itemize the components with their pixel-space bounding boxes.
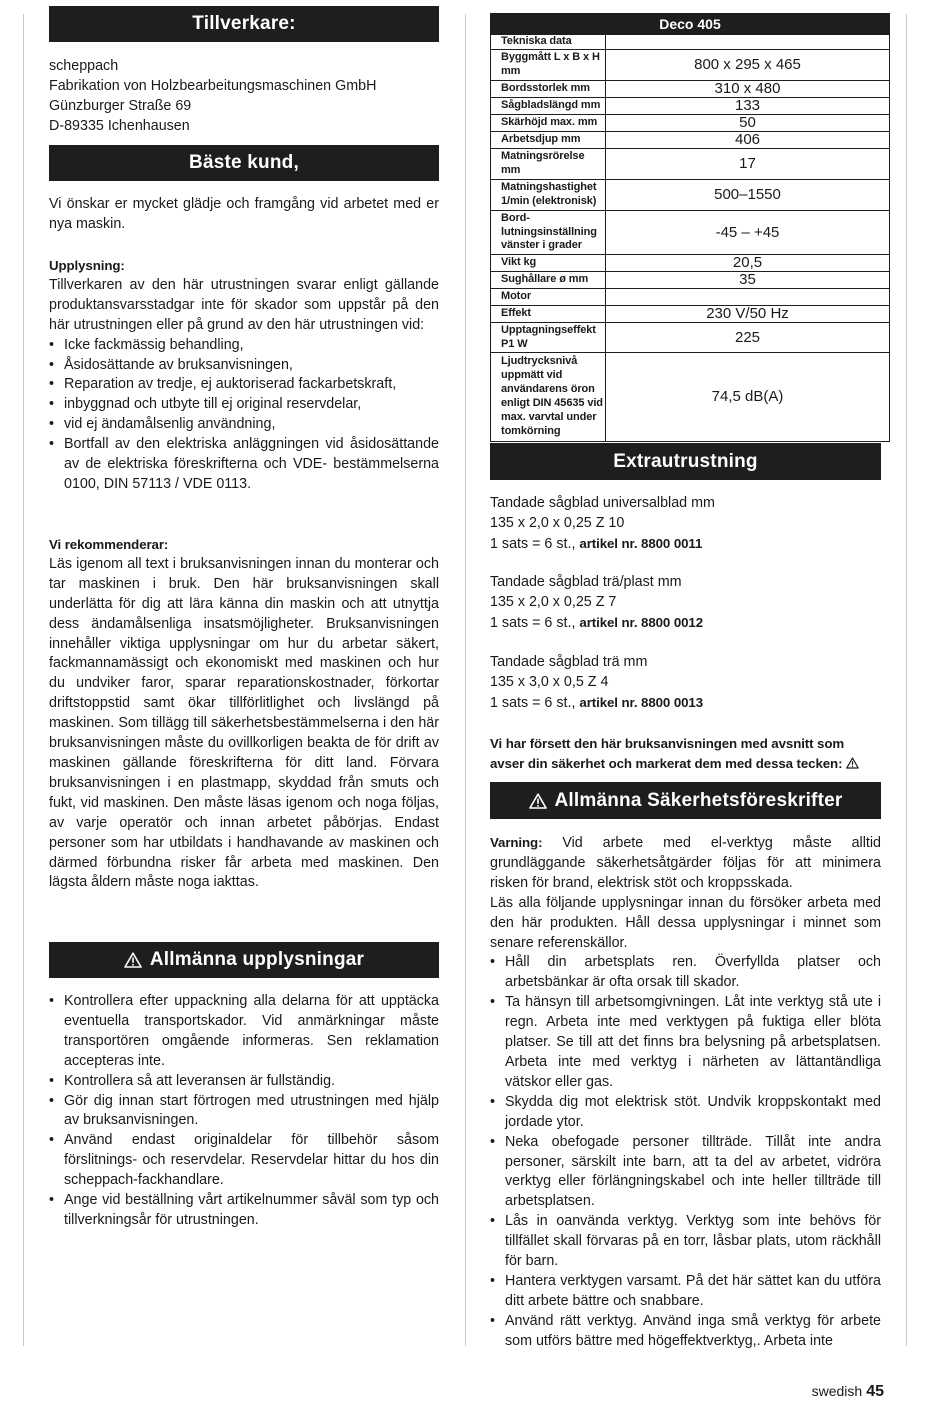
spec-value: 800 x 295 x 465 xyxy=(694,56,801,74)
greeting-paragraph: Vi önskar er mycket glädje och framgång vid arbetet med er nya maskin. xyxy=(49,196,439,232)
extras-item-name: Tandade sågblad trä/plast mm xyxy=(490,574,682,590)
spec-value: 225 xyxy=(734,328,761,346)
spec-row xyxy=(491,131,889,148)
spec-label: Bord-lutningsinställning vänster i grader xyxy=(491,211,606,254)
liability-list xyxy=(49,336,439,495)
information-paragraph: Tillverkaren av den här utrustningen svarar enligt gällande produktansvarsstadgar inte för skador som uppstår på den här utrustningen eller på grund av den här utrustningen vid: xyxy=(49,276,439,333)
right-margin-rule xyxy=(906,14,907,1346)
column-divider-rule xyxy=(465,14,466,1346)
extras-set-text: 1 sats = 6 st., xyxy=(490,535,576,552)
extras-article-number: artikel nr. 8800 0012 xyxy=(579,614,703,630)
information-title: Upplysning: xyxy=(49,258,125,273)
warning-triangle-icon xyxy=(124,952,142,968)
list-item: • Bortfall av den elektriska anläggningen vid åsidosättande av de elektriska föreskrifterna och VDE- bestämmelserna 0100, DIN 57113 / VDE 0113. xyxy=(49,435,439,495)
warning-triangle-icon xyxy=(846,757,859,769)
warning-paragraph xyxy=(490,833,881,894)
spec-label: Tekniska data xyxy=(491,35,606,49)
safety-heading-text: Allmänna Säkerhetsföreskrifter xyxy=(554,789,843,811)
warning-triangle-icon xyxy=(529,793,547,809)
spec-label: Sughållare ø mm xyxy=(491,272,606,288)
general-info-heading xyxy=(49,942,439,978)
extras-item-dims: 135 x 2,0 x 0,25 Z 7 xyxy=(490,593,617,610)
page-number: 45 xyxy=(866,1383,884,1400)
spec-label: Matningsrörelse mm xyxy=(491,149,606,179)
spec-value: -45 – +45 xyxy=(715,223,780,241)
manufacturer-heading xyxy=(49,6,439,42)
read-paragraph: Läs alla följande upplysningar innan du försöker arbeta med den här produkten. Håll dessa upplysningar i minnet som senare referenskällor. xyxy=(490,894,881,951)
spec-label: Sågbladslängd mm xyxy=(491,98,606,114)
spec-row xyxy=(491,49,889,80)
list-item: • Ange vid beställning vårt artikelnummer såväl som typ och tillverkningsår för utrustningen. xyxy=(49,1191,439,1231)
spec-value: 17 xyxy=(739,155,756,173)
extras-item-name: Tandade sågblad trä mm xyxy=(490,654,648,670)
spec-row xyxy=(491,322,889,352)
spec-value: 20,5 xyxy=(732,254,763,272)
safety-note xyxy=(490,734,881,774)
spec-value: 500–1550 xyxy=(714,186,781,204)
safety-list xyxy=(490,953,881,1351)
spec-label: Vikt kg xyxy=(491,255,606,271)
spec-row xyxy=(491,179,889,210)
extras-item-dims: 135 x 2,0 x 0,25 Z 10 xyxy=(490,514,625,531)
list-item: • Skydda dig mot elektrisk stöt. Undvik kroppskontakt med jordade ytor. xyxy=(490,1093,881,1133)
spec-row xyxy=(491,305,889,322)
spec-label: Upptagningseffekt P1 W xyxy=(491,323,606,352)
spec-row xyxy=(491,148,889,179)
spec-label: Arbetsdjup mm xyxy=(491,132,606,148)
recommendation-paragraph: Läs igenom all text i bruksanvisningen innan du monterar och tar maskinen i bruk. Den här bruksanvisningen skall underlätta för dig att lära känna din maskin och att utnyttja dess ändamålsenliga insatsmöjligheter. Bruksanvisningen innehåller viktiga upplysningar om hur du arbetar säkert, fackmannamässigt och ekonomiskt med maskinen och hur du undviker faror, sparar reparationskostnader, förkortar driftstoppstid samt ökar tillförlitlighet och livslängd på maskinen. Som tillägg till säkerhetsbestämmelserna i den här bruksanvisningen måste du ovillkorligen beakta de för drift av maskinen gällande föreskrifterna för ditt land. Förvara bruksanvisningen i en plastmapp, skyddad från smuts och fukt, vid maskinen. Den måste läsas igenom och noga följas, av varje operatör och innan arbetet påbörjas. Endast personer som har utbildats i handhavande av maskinen och därmed förbundna risker får arbeta med maskinen. Den lägsta åldern måste noga iakttas. xyxy=(49,555,439,891)
list-item: • Håll din arbetsplats ren. Överfyllda platser och arbetsbänkar är ofta orsak till skador. xyxy=(490,953,881,993)
spec-value: 74,5 dB(A) xyxy=(711,388,784,406)
spec-label: Matningshastighet 1/min (elektronisk) xyxy=(491,180,606,210)
spec-label: Skärhöjd max. mm xyxy=(491,115,606,131)
spec-value: 50 xyxy=(739,114,756,132)
extras-heading-text: Extrautrustning xyxy=(613,450,758,472)
extras-item xyxy=(490,653,881,714)
extras-heading xyxy=(490,443,881,480)
spec-value: 35 xyxy=(739,271,756,289)
list-item: • Kontrollera så att leveransen är fullständig. xyxy=(49,1072,439,1092)
manufacturer-address xyxy=(49,57,439,137)
list-item: • inbyggnad och utbyte till ej original reservdelar, xyxy=(49,395,439,415)
list-item: • Ta hänsyn till arbetsomgivningen. Låt inte verktyg stå ute i regn. Arbeta inte med verktygen på fuktiga eller blöta platser. Se till att det finns bra belysning på arbetsplatsen. Arbeta inte med verktyg i närheten av lättantändliga vätskor eller gas. xyxy=(490,993,881,1093)
list-item: • Åsidosättande av bruksanvisningen, xyxy=(49,356,439,376)
spec-row xyxy=(491,35,889,49)
extras-set-text: 1 sats = 6 st., xyxy=(490,614,576,631)
list-item: • Kontrollera efter uppackning alla delarna för att upptäcka eventuella transportskador. Vid anmärkningar måste transportören omgående informeras. Sen reklamation accepteras inte. xyxy=(49,992,439,1072)
warning-label: Varning: xyxy=(490,835,543,850)
extras-item xyxy=(490,494,881,555)
spec-value xyxy=(606,35,889,49)
manufacturer-heading-text: Tillverkare: xyxy=(192,13,296,35)
spec-table-body xyxy=(491,35,889,441)
spec-value xyxy=(606,289,889,305)
list-item: • Reparation av tredje, ej auktoriserad fackarbetskraft, xyxy=(49,375,439,395)
spec-label: Motor xyxy=(491,289,606,305)
list-item: • vid ej ändamålsenlig användning, xyxy=(49,415,439,435)
safety-note-text: Vi har försett den här bruksanvisningen med avsnitt som avser din säkerhet och markerat dem med dessa tecken: xyxy=(490,736,845,771)
footer-language: swedish xyxy=(811,1383,863,1399)
spec-value: 406 xyxy=(734,131,761,149)
spec-row xyxy=(491,210,889,254)
spec-label: Byggmått L x B x H mm xyxy=(491,50,606,80)
spec-value: 310 x 480 xyxy=(714,80,781,98)
extras-set-text: 1 sats = 6 st., xyxy=(490,694,576,711)
list-item: • Använd endast originaldelar för tillbehör såsom förslitnings- och reservdelar. Reservdelar hittar du hos din scheppach-fackhandlare. xyxy=(49,1131,439,1191)
spec-value: 133 xyxy=(734,97,761,115)
spec-label: Bordsstorlek mm xyxy=(491,81,606,97)
spec-table-title: Deco 405 xyxy=(491,14,889,35)
left-margin-rule xyxy=(23,14,24,1346)
list-item: • Neka obefogade personer tillträde. Tillåt inte andra personer, särskilt inte barn, att ta del av arbetet, vidröra verktyg eller förlängningskabel och inte heller tillträde till arbetsplatsen. xyxy=(490,1133,881,1213)
spec-table xyxy=(490,13,890,442)
spec-row xyxy=(491,271,889,288)
extras-article-number: artikel nr. 8800 0011 xyxy=(579,535,703,551)
spec-row xyxy=(491,97,889,114)
list-item: • Icke fackmässig behandling, xyxy=(49,336,439,356)
spec-row xyxy=(491,352,889,441)
safety-section xyxy=(490,833,881,1352)
extras-item xyxy=(490,573,881,634)
address-line: Günzburger Straße 69 xyxy=(49,97,192,114)
customer-heading xyxy=(49,145,439,181)
spec-row xyxy=(491,114,889,131)
spec-row xyxy=(491,254,889,271)
list-item: • Gör dig innan start förtrogen med utrustningen med hjälp av bruksanvisningen. xyxy=(49,1092,439,1132)
extras-item-name: Tandade sågblad universalblad mm xyxy=(490,495,715,511)
spec-row xyxy=(491,288,889,305)
list-item: • Använd rätt verktyg. Använd inga små verktyg för arbete som utförs bättre med högeffektverktyg,. Arbeta inte xyxy=(490,1312,881,1352)
recommendation-section xyxy=(49,535,439,893)
extras-item-dims: 135 x 3,0 x 0,5 Z 4 xyxy=(490,673,609,690)
extras-item-set xyxy=(490,613,881,634)
address-line: Fabrikation von Holzbearbeitungsmaschinen GmbH xyxy=(49,77,377,94)
spec-row xyxy=(491,80,889,97)
recommendation-title: Vi rekommenderar: xyxy=(49,537,169,552)
list-item: • Hantera verktygen varsamt. På det här sättet kan du utföra ditt arbete bättre och snabbare. xyxy=(490,1272,881,1312)
spec-label: Effekt xyxy=(491,306,606,322)
general-info-list xyxy=(49,992,439,1231)
spec-value: 230 V/50 Hz xyxy=(706,305,789,323)
warning-text: Vid arbete med el-verktyg måste alltid grundläggande säkerhetsåtgärder följas för att minimera risken för brand, elektrisk stöt och kroppsskada. xyxy=(490,835,881,891)
address-line: scheppach xyxy=(49,58,119,74)
extras-article-number: artikel nr. 8800 0013 xyxy=(579,694,703,710)
extras-item-set xyxy=(490,693,881,714)
list-item: • Lås in oanvända verktyg. Verktyg som inte behövs för tillfället skall förvaras på en torr, låsbar plats, utom räckhåll för barn. xyxy=(490,1212,881,1272)
extras-item-set xyxy=(490,534,881,555)
general-info-heading-text: Allmänna upplysningar xyxy=(149,949,365,971)
safety-heading xyxy=(490,782,881,819)
information-section xyxy=(49,256,439,495)
customer-heading-text: Bäste kund, xyxy=(189,152,299,174)
spec-label: Ljudtrycksnivå uppmätt vid användarens öron enligt DIN 45635 vid max. varvtal under tomkörning xyxy=(491,353,606,441)
address-line: D-89335 Ichenhausen xyxy=(49,117,190,134)
